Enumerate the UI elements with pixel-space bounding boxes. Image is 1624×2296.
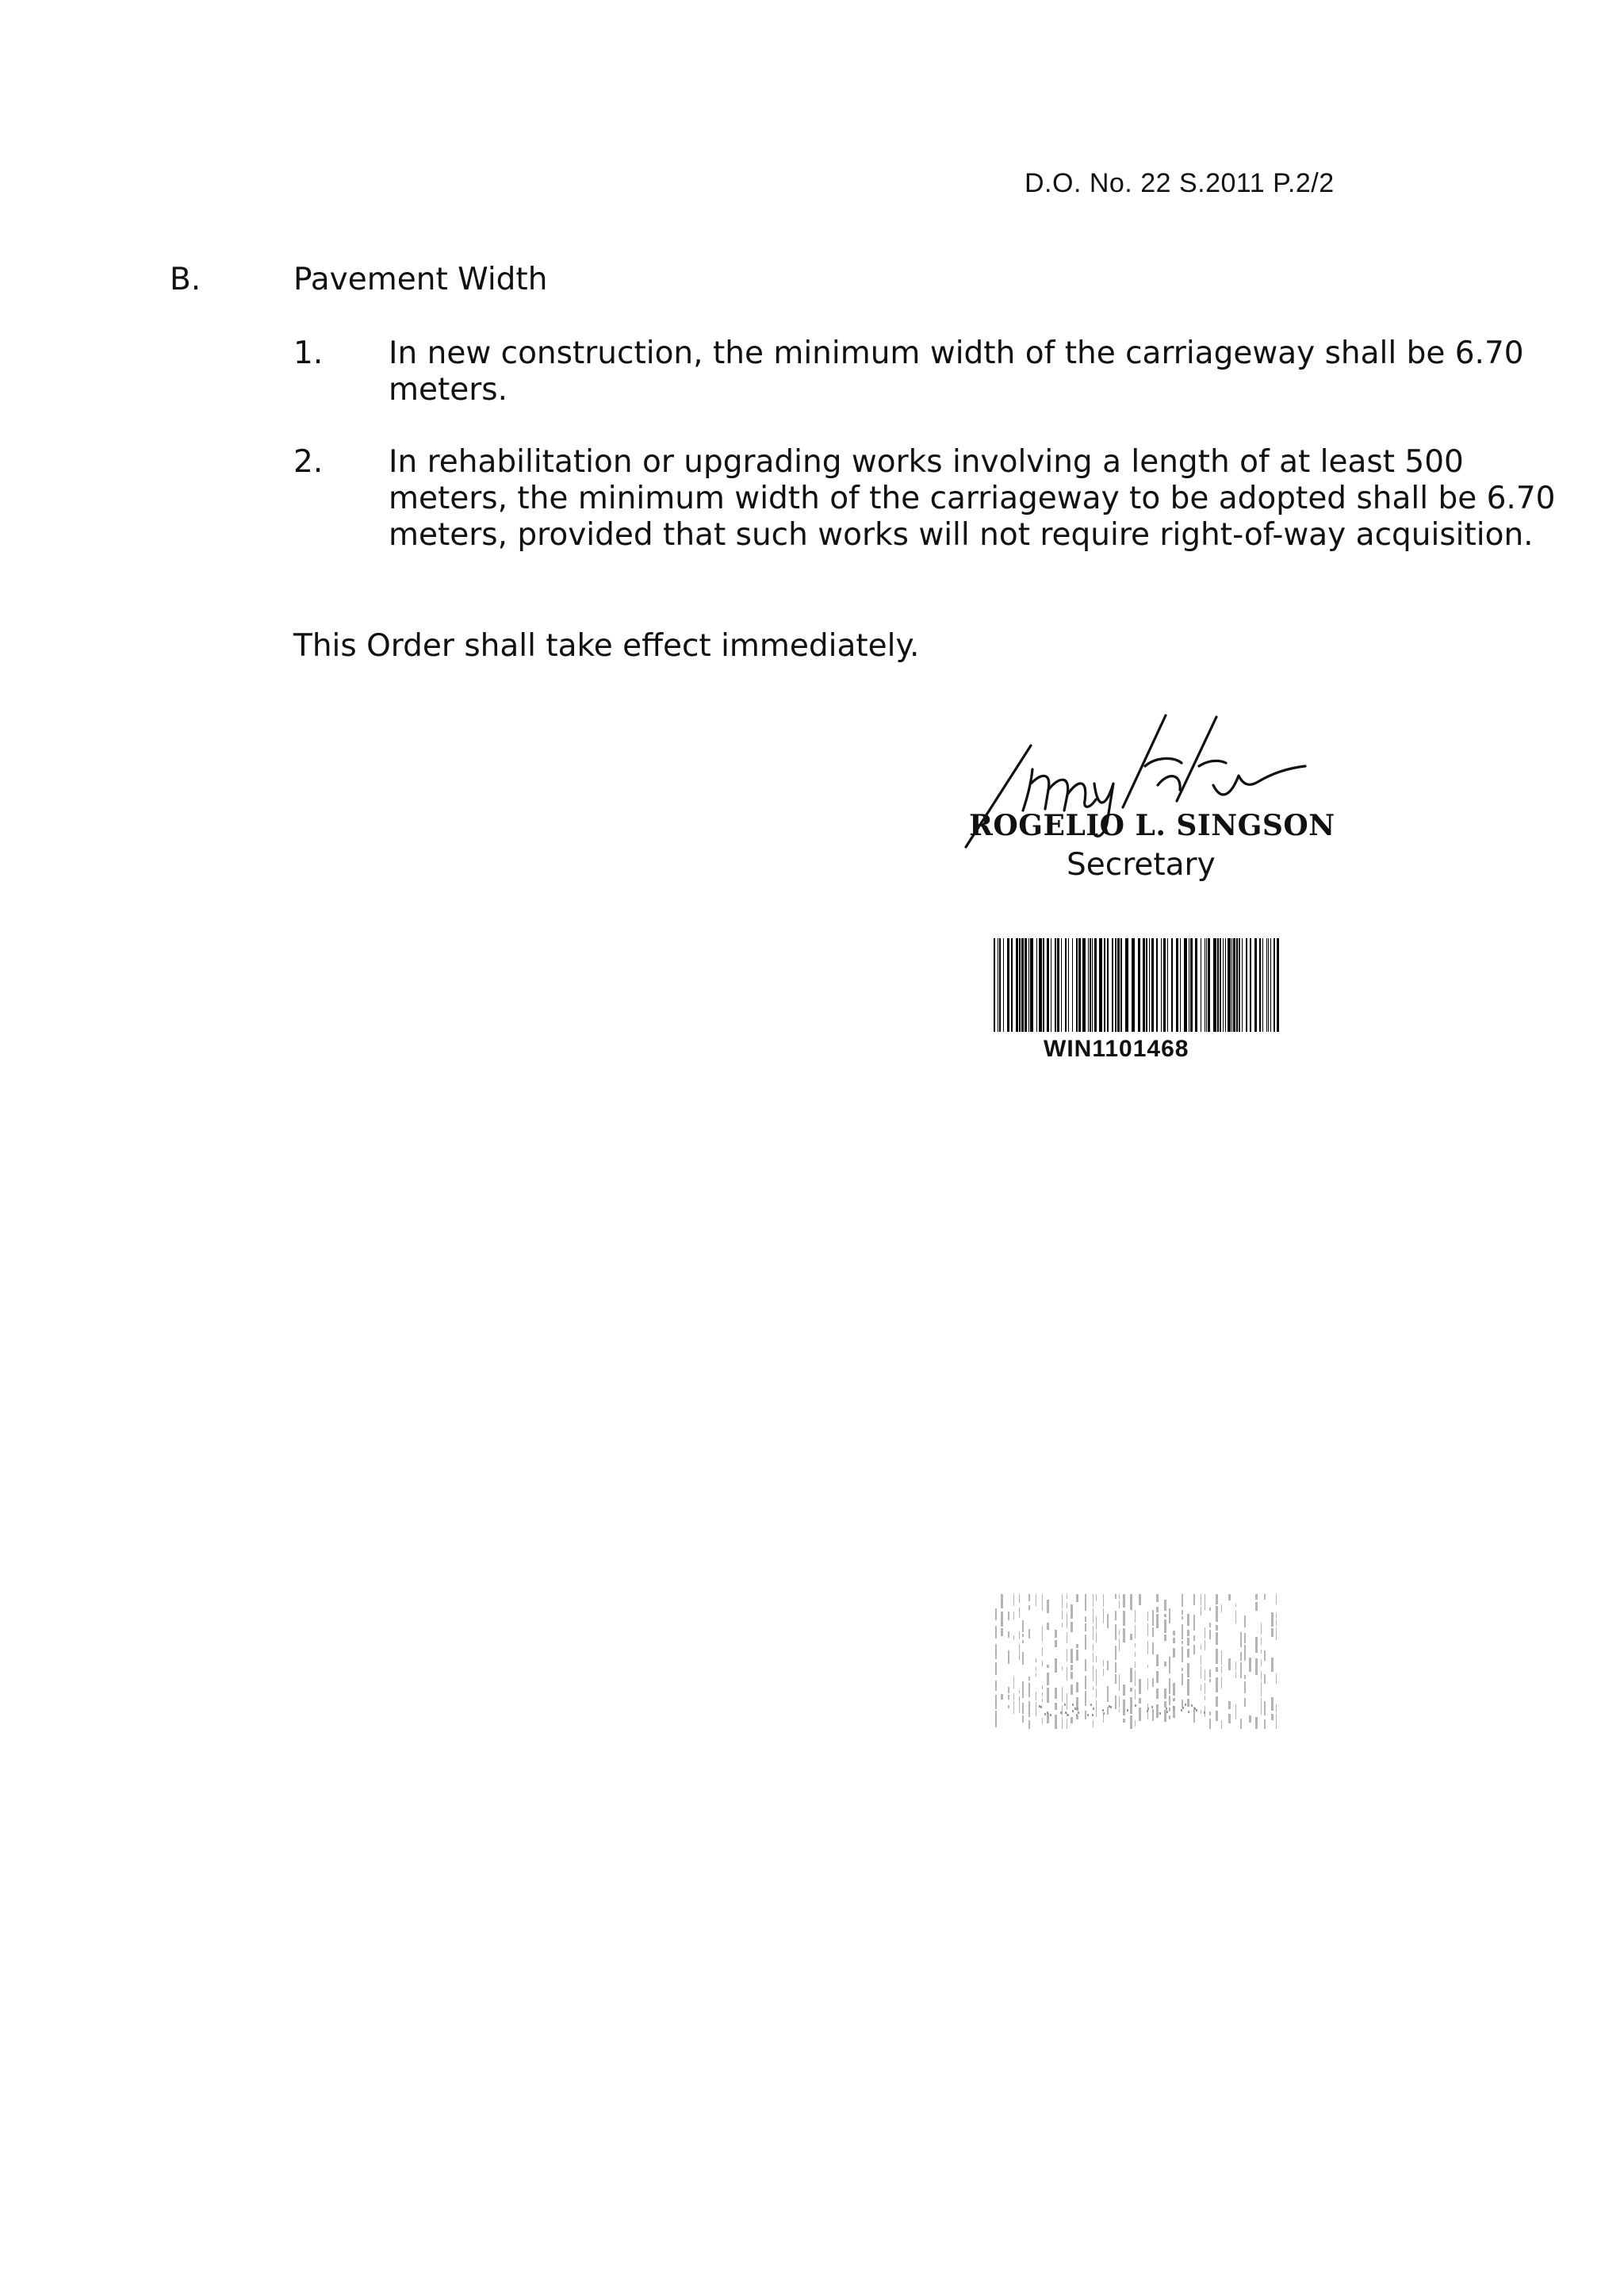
section-letter: B. bbox=[170, 262, 201, 297]
barcode bbox=[994, 938, 1285, 1032]
item-number-2: 2. bbox=[293, 444, 324, 480]
signatory-title: Secretary bbox=[1067, 847, 1216, 883]
item-1-line-1: In new construction, the minimum width of the carriageway shall be 6.70 bbox=[389, 335, 1524, 371]
closing-statement: This Order shall take effect immediately. bbox=[293, 628, 920, 664]
item-2-line-2: meters, the minimum width of the carriageway to be adopted shall be 6.70 bbox=[389, 481, 1556, 516]
item-2-line-3: meters, provided that such works will not require right-of-way acquisition. bbox=[389, 517, 1534, 553]
section-title: Pavement Width bbox=[293, 262, 548, 297]
item-text-1 bbox=[389, 335, 1524, 408]
signatory-name: ROGELIO L. SINGSON bbox=[969, 809, 1335, 842]
item-1-line-2: meters. bbox=[389, 372, 508, 408]
faded-barcode-number-imprint bbox=[1039, 1704, 1221, 1718]
item-2-line-1: In rehabilitation or upgrading works involving a length of at least 500 bbox=[389, 444, 1464, 480]
barcode-number: WIN1101468 bbox=[1044, 1036, 1189, 1062]
item-number-1: 1. bbox=[293, 335, 324, 371]
item-text-2 bbox=[389, 444, 1556, 554]
document-reference: D.O. No. 22 S.2011 P.2/2 bbox=[1025, 168, 1335, 198]
